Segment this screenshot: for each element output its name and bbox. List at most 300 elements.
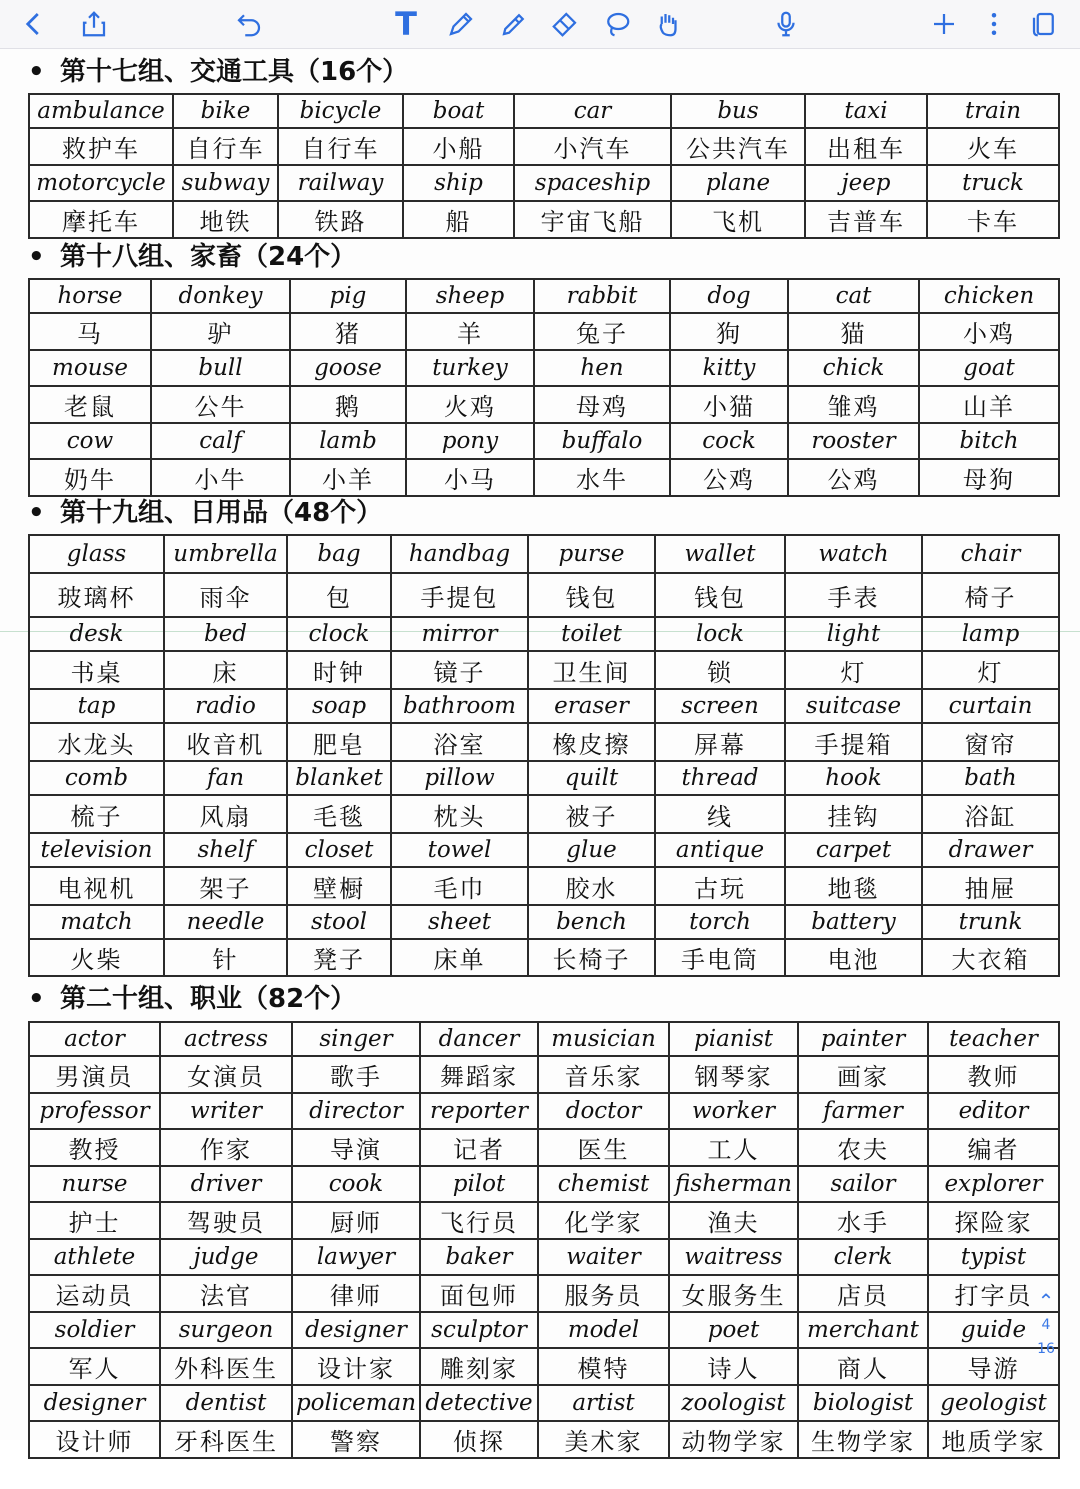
english-word-cell: baker — [420, 1239, 538, 1275]
notebook-page[interactable] — [0, 49, 1080, 1456]
english-word-cell: tap — [29, 689, 164, 723]
english-word-cell: bitch — [919, 423, 1059, 459]
english-word-cell: motorcycle — [29, 165, 173, 201]
chinese-meaning-cell: 法官 — [160, 1275, 292, 1312]
english-word-cell: pilot — [420, 1166, 538, 1202]
english-word-cell: pony — [406, 423, 534, 459]
hand-tool-icon[interactable] — [648, 4, 688, 44]
chinese-meaning-cell: 探险家 — [928, 1202, 1059, 1239]
english-word-cell: torch — [655, 905, 785, 939]
bullet-icon: • — [28, 984, 45, 1014]
english-word-cell: bike — [173, 94, 278, 128]
english-word-cell: chick — [788, 350, 919, 386]
chinese-meaning-cell: 小猫 — [670, 386, 788, 423]
chinese-meaning-cell: 椅子 — [922, 573, 1059, 617]
english-word-cell: light — [785, 617, 922, 651]
chinese-meaning-cell: 摩托车 — [29, 201, 173, 238]
chinese-meaning-cell: 猪 — [290, 313, 406, 350]
chinese-meaning-cell: 小牛 — [151, 459, 290, 496]
english-word-cell: jeep — [805, 165, 927, 201]
chinese-meaning-cell: 卡车 — [927, 201, 1059, 238]
undo-icon[interactable] — [229, 4, 269, 44]
english-word-cell: musician — [538, 1022, 669, 1056]
english-word-cell: taxi — [805, 94, 927, 128]
chinese-meaning-cell: 镜子 — [391, 651, 528, 689]
chinese-meaning-cell: 编者 — [928, 1129, 1059, 1166]
chinese-meaning-row — [29, 723, 1059, 761]
english-word-cell: bed — [164, 617, 287, 651]
english-word-row — [29, 279, 1059, 313]
chinese-meaning-cell: 渔夫 — [669, 1202, 798, 1239]
chinese-meaning-cell: 舞蹈家 — [420, 1056, 538, 1093]
chinese-meaning-cell: 公共汽车 — [671, 128, 805, 165]
chinese-meaning-cell: 老鼠 — [29, 386, 151, 423]
english-word-cell: cow — [29, 423, 151, 459]
chinese-meaning-cell: 公牛 — [151, 386, 290, 423]
chinese-meaning-cell: 针 — [164, 939, 287, 976]
pages-icon[interactable] — [1024, 4, 1064, 44]
chinese-meaning-cell: 橡皮擦 — [528, 723, 655, 761]
vocab-table-transport — [28, 93, 1060, 239]
english-word-cell: subway — [173, 165, 278, 201]
english-word-cell: pig — [290, 279, 406, 313]
chinese-meaning-cell: 火柴 — [29, 939, 164, 976]
english-word-cell: clock — [287, 617, 391, 651]
chinese-meaning-cell: 生物学家 — [798, 1421, 928, 1458]
english-word-row — [29, 1385, 1059, 1421]
english-word-cell: chicken — [919, 279, 1059, 313]
english-word-cell: mouse — [29, 350, 151, 386]
english-word-cell: artist — [538, 1385, 669, 1421]
english-word-cell: closet — [287, 833, 391, 867]
english-word-cell: horse — [29, 279, 151, 313]
chinese-meaning-cell: 教授 — [29, 1129, 160, 1166]
english-word-cell: lock — [655, 617, 785, 651]
chinese-meaning-cell: 水手 — [798, 1202, 928, 1239]
chinese-meaning-cell: 火车 — [927, 128, 1059, 165]
english-word-row — [29, 1093, 1059, 1129]
chinese-meaning-row — [29, 313, 1059, 350]
english-word-row — [29, 1022, 1059, 1056]
chinese-meaning-cell: 胶水 — [528, 867, 655, 905]
chinese-meaning-row — [29, 1129, 1059, 1166]
chinese-meaning-cell: 挂钩 — [785, 795, 922, 833]
chinese-meaning-cell: 毛毯 — [287, 795, 391, 833]
english-word-cell: handbag — [391, 535, 528, 573]
chinese-meaning-cell: 床单 — [391, 939, 528, 976]
chinese-meaning-cell: 浴缸 — [922, 795, 1059, 833]
chinese-meaning-cell: 设计家 — [292, 1348, 420, 1385]
english-word-cell: policeman — [292, 1385, 420, 1421]
english-word-cell: dog — [670, 279, 788, 313]
chinese-meaning-cell: 梳子 — [29, 795, 164, 833]
english-word-cell: sailor — [798, 1166, 928, 1202]
english-word-cell: bus — [671, 94, 805, 128]
chinese-meaning-cell: 凳子 — [287, 939, 391, 976]
english-word-row — [29, 535, 1059, 573]
english-word-cell: clerk — [798, 1239, 928, 1275]
chinese-meaning-cell: 厨师 — [292, 1202, 420, 1239]
english-word-cell: bath — [922, 761, 1059, 795]
chinese-meaning-cell: 驴 — [151, 313, 290, 350]
chinese-meaning-cell: 小马 — [406, 459, 534, 496]
chinese-meaning-cell: 大衣箱 — [922, 939, 1059, 976]
chinese-meaning-cell: 女演员 — [160, 1056, 292, 1093]
english-word-cell: reporter — [420, 1093, 538, 1129]
english-word-row — [29, 165, 1059, 201]
chinese-meaning-cell: 地质学家 — [928, 1421, 1059, 1458]
chinese-meaning-cell: 母狗 — [919, 459, 1059, 496]
english-word-cell: teacher — [928, 1022, 1059, 1056]
english-word-cell: painter — [798, 1022, 928, 1056]
chinese-meaning-cell: 小船 — [403, 128, 514, 165]
english-word-cell: eraser — [528, 689, 655, 723]
english-word-cell: ship — [403, 165, 514, 201]
english-word-cell: goose — [290, 350, 406, 386]
english-word-cell: needle — [164, 905, 287, 939]
english-word-cell: hook — [785, 761, 922, 795]
english-word-cell: dancer — [420, 1022, 538, 1056]
chinese-meaning-cell: 外科医生 — [160, 1348, 292, 1385]
chinese-meaning-cell: 浴室 — [391, 723, 528, 761]
english-word-cell: drawer — [922, 833, 1059, 867]
chinese-meaning-cell: 律师 — [292, 1275, 420, 1312]
chinese-meaning-cell: 医生 — [538, 1129, 669, 1166]
chinese-meaning-cell: 猫 — [788, 313, 919, 350]
chinese-meaning-row — [29, 651, 1059, 689]
chinese-meaning-cell: 驾驶员 — [160, 1202, 292, 1239]
english-word-row — [29, 833, 1059, 867]
chinese-meaning-cell: 打字员 — [928, 1275, 1059, 1312]
chinese-meaning-cell: 羊 — [406, 313, 534, 350]
current-page-number: 4 — [1041, 1317, 1051, 1333]
chinese-meaning-cell: 出租车 — [805, 128, 927, 165]
english-word-cell: sheet — [391, 905, 528, 939]
chinese-meaning-row — [29, 795, 1059, 833]
english-word-cell: railway — [278, 165, 403, 201]
chinese-meaning-cell: 船 — [403, 201, 514, 238]
chinese-meaning-cell: 锁 — [655, 651, 785, 689]
chinese-meaning-cell: 小汽车 — [514, 128, 671, 165]
bullet-icon: • — [28, 498, 45, 528]
english-word-cell: spaceship — [514, 165, 671, 201]
english-word-cell: rabbit — [534, 279, 670, 313]
english-word-cell: pillow — [391, 761, 528, 795]
chinese-meaning-cell: 服务员 — [538, 1275, 669, 1312]
english-word-cell: match — [29, 905, 164, 939]
chinese-meaning-row — [29, 939, 1059, 976]
english-word-cell: hen — [534, 350, 670, 386]
english-word-cell: writer — [160, 1093, 292, 1129]
english-word-cell: calf — [151, 423, 290, 459]
chinese-meaning-cell: 设计师 — [29, 1421, 160, 1458]
english-word-cell: quilt — [528, 761, 655, 795]
english-word-cell: professor — [29, 1093, 160, 1129]
english-word-row — [29, 689, 1059, 723]
chinese-meaning-cell: 水牛 — [534, 459, 670, 496]
chinese-meaning-cell: 水龙头 — [29, 723, 164, 761]
chinese-meaning-cell: 灯 — [785, 651, 922, 689]
vocab-table-occupations — [28, 1021, 1060, 1459]
english-word-cell: soldier — [29, 1312, 160, 1348]
page-scroll-indicator[interactable] — [1026, 1289, 1066, 1489]
chinese-meaning-cell: 警察 — [292, 1421, 420, 1458]
chinese-meaning-cell: 小鸡 — [919, 313, 1059, 350]
chinese-meaning-cell: 收音机 — [164, 723, 287, 761]
english-word-cell: stool — [287, 905, 391, 939]
chinese-meaning-cell: 面包师 — [420, 1275, 538, 1312]
more-icon[interactable] — [974, 4, 1014, 44]
chinese-meaning-cell: 电池 — [785, 939, 922, 976]
chinese-meaning-cell: 手提包 — [391, 573, 528, 617]
chinese-meaning-cell: 架子 — [164, 867, 287, 905]
english-word-cell: lawyer — [292, 1239, 420, 1275]
english-word-cell: merchant — [798, 1312, 928, 1348]
chinese-meaning-cell: 手电筒 — [655, 939, 785, 976]
english-word-cell: driver — [160, 1166, 292, 1202]
back-chevron-icon[interactable] — [14, 4, 54, 44]
vocab-table-livestock — [28, 278, 1060, 497]
chinese-meaning-cell: 宇宙飞船 — [514, 201, 671, 238]
chinese-meaning-cell: 飞机 — [671, 201, 805, 238]
chinese-meaning-cell: 护士 — [29, 1202, 160, 1239]
english-word-cell: car — [514, 94, 671, 128]
chinese-meaning-cell: 动物学家 — [669, 1421, 798, 1458]
chinese-meaning-cell: 美术家 — [538, 1421, 669, 1458]
share-icon[interactable] — [74, 4, 114, 44]
english-word-cell: mirror — [391, 617, 528, 651]
chinese-meaning-cell: 毛巾 — [391, 867, 528, 905]
english-word-cell: plane — [671, 165, 805, 201]
chinese-meaning-cell: 侦探 — [420, 1421, 538, 1458]
english-word-cell: glue — [528, 833, 655, 867]
chinese-meaning-cell: 屏幕 — [655, 723, 785, 761]
english-word-cell: singer — [292, 1022, 420, 1056]
chinese-meaning-cell: 画家 — [798, 1056, 928, 1093]
chinese-meaning-cell: 牙科医生 — [160, 1421, 292, 1458]
chinese-meaning-cell: 导演 — [292, 1129, 420, 1166]
chinese-meaning-cell: 公鸡 — [670, 459, 788, 496]
english-word-row — [29, 423, 1059, 459]
chinese-meaning-cell: 农夫 — [798, 1129, 928, 1166]
english-word-cell: waitress — [669, 1239, 798, 1275]
text-tool-icon[interactable]: T — [395, 5, 417, 43]
english-word-cell: toilet — [528, 617, 655, 651]
chinese-meaning-cell: 歌手 — [292, 1056, 420, 1093]
english-word-cell: screen — [655, 689, 785, 723]
english-word-cell: designer — [29, 1385, 160, 1421]
chinese-meaning-cell: 铁路 — [278, 201, 403, 238]
english-word-cell: farmer — [798, 1093, 928, 1129]
chinese-meaning-cell: 壁橱 — [287, 867, 391, 905]
english-word-cell: kitty — [670, 350, 788, 386]
english-word-cell: nurse — [29, 1166, 160, 1202]
chinese-meaning-row — [29, 128, 1059, 165]
english-word-row — [29, 1312, 1059, 1348]
chinese-meaning-cell: 兔子 — [534, 313, 670, 350]
chinese-meaning-cell: 抽屉 — [922, 867, 1059, 905]
chinese-meaning-cell: 音乐家 — [538, 1056, 669, 1093]
english-word-cell: antique — [655, 833, 785, 867]
highlighter-tool-icon[interactable] — [494, 4, 534, 44]
total-page-count: 16 — [1037, 1341, 1055, 1357]
pen-tool-icon[interactable] — [441, 4, 481, 44]
chinese-meaning-cell: 马 — [29, 313, 151, 350]
english-word-cell: bathroom — [391, 689, 528, 723]
chinese-meaning-cell: 山羊 — [919, 386, 1059, 423]
chinese-meaning-cell: 地铁 — [173, 201, 278, 238]
section-title: • 第十九组、日用品（48个） — [28, 495, 382, 531]
english-word-cell: desk — [29, 617, 164, 651]
english-word-row — [29, 1166, 1059, 1202]
english-word-cell: biologist — [798, 1385, 928, 1421]
chevron-up-icon[interactable]: ⌃ — [1037, 1289, 1055, 1313]
english-word-cell: athlete — [29, 1239, 160, 1275]
english-word-cell: doctor — [538, 1093, 669, 1129]
chinese-meaning-cell: 枕头 — [391, 795, 528, 833]
chinese-meaning-cell: 手提箱 — [785, 723, 922, 761]
chinese-meaning-cell: 鹅 — [290, 386, 406, 423]
english-word-cell: donkey — [151, 279, 290, 313]
vocab-table-daily-items — [28, 534, 1060, 977]
english-word-cell: rooster — [788, 423, 919, 459]
chinese-meaning-cell: 自行车 — [173, 128, 278, 165]
chinese-meaning-cell: 长椅子 — [528, 939, 655, 976]
chinese-meaning-cell: 军人 — [29, 1348, 160, 1385]
microphone-icon[interactable] — [766, 4, 806, 44]
chinese-meaning-cell: 玻璃杯 — [29, 573, 164, 617]
english-word-cell: fan — [164, 761, 287, 795]
chinese-meaning-cell: 雏鸡 — [788, 386, 919, 423]
chinese-meaning-row — [29, 1202, 1059, 1239]
chinese-meaning-cell: 时钟 — [287, 651, 391, 689]
section-title: • 第二十组、职业（82个） — [28, 981, 356, 1017]
english-word-cell: cock — [670, 423, 788, 459]
chinese-meaning-row — [29, 1056, 1059, 1093]
lasso-tool-icon[interactable] — [597, 4, 637, 44]
chinese-meaning-row — [29, 1348, 1059, 1385]
chinese-meaning-cell: 钱包 — [655, 573, 785, 617]
chinese-meaning-cell: 雕刻家 — [420, 1348, 538, 1385]
english-word-cell: thread — [655, 761, 785, 795]
english-word-cell: sheep — [406, 279, 534, 313]
english-word-cell: suitcase — [785, 689, 922, 723]
english-word-cell: chair — [922, 535, 1059, 573]
english-word-row — [29, 905, 1059, 939]
english-word-row — [29, 617, 1059, 651]
english-word-cell: sculptor — [420, 1312, 538, 1348]
chinese-meaning-cell: 飞行员 — [420, 1202, 538, 1239]
english-word-row — [29, 1239, 1059, 1275]
english-word-cell: zoologist — [669, 1385, 798, 1421]
chinese-meaning-cell: 床 — [164, 651, 287, 689]
english-word-cell: comb — [29, 761, 164, 795]
chinese-meaning-cell: 线 — [655, 795, 785, 833]
english-word-cell: battery — [785, 905, 922, 939]
english-word-cell: shelf — [164, 833, 287, 867]
chinese-meaning-cell: 风扇 — [164, 795, 287, 833]
english-word-cell: watch — [785, 535, 922, 573]
section-title: • 第十八组、家畜（24个） — [28, 239, 356, 275]
chinese-meaning-cell: 自行车 — [278, 128, 403, 165]
english-word-row — [29, 350, 1059, 386]
chinese-meaning-cell: 狗 — [670, 313, 788, 350]
chinese-meaning-cell: 教师 — [928, 1056, 1059, 1093]
chinese-meaning-cell: 记者 — [420, 1129, 538, 1166]
english-word-cell: surgeon — [160, 1312, 292, 1348]
chinese-meaning-cell: 雨伞 — [164, 573, 287, 617]
english-word-cell: bench — [528, 905, 655, 939]
chinese-meaning-cell: 灯 — [922, 651, 1059, 689]
english-word-cell: soap — [287, 689, 391, 723]
english-word-cell: buffalo — [534, 423, 670, 459]
english-word-cell: carpet — [785, 833, 922, 867]
english-word-cell: television — [29, 833, 164, 867]
chinese-meaning-row — [29, 573, 1059, 617]
english-word-cell: designer — [292, 1312, 420, 1348]
english-word-cell: train — [927, 94, 1059, 128]
english-word-cell: purse — [528, 535, 655, 573]
english-word-cell: worker — [669, 1093, 798, 1129]
english-word-cell: umbrella — [164, 535, 287, 573]
chinese-meaning-cell: 店员 — [798, 1275, 928, 1312]
english-word-cell: detective — [420, 1385, 538, 1421]
english-word-cell: model — [538, 1312, 669, 1348]
english-word-cell: bicycle — [278, 94, 403, 128]
english-word-cell: actress — [160, 1022, 292, 1056]
chinese-meaning-cell: 运动员 — [29, 1275, 160, 1312]
chinese-meaning-cell: 钱包 — [528, 573, 655, 617]
english-word-cell: chemist — [538, 1166, 669, 1202]
english-word-cell: fisherman — [669, 1166, 798, 1202]
english-word-cell: lamb — [290, 423, 406, 459]
english-word-cell: curtain — [922, 689, 1059, 723]
chinese-meaning-cell: 奶牛 — [29, 459, 151, 496]
english-word-cell: glass — [29, 535, 164, 573]
english-word-row — [29, 94, 1059, 128]
chinese-meaning-row — [29, 1275, 1059, 1312]
chinese-meaning-cell: 手表 — [785, 573, 922, 617]
chinese-meaning-cell: 工人 — [669, 1129, 798, 1166]
english-word-cell: waiter — [538, 1239, 669, 1275]
chinese-meaning-cell: 母鸡 — [534, 386, 670, 423]
english-word-cell: bag — [287, 535, 391, 573]
english-word-cell: trunk — [922, 905, 1059, 939]
chinese-meaning-row — [29, 459, 1059, 496]
eraser-tool-icon[interactable] — [545, 4, 585, 44]
chinese-meaning-cell: 救护车 — [29, 128, 173, 165]
english-word-cell: dentist — [160, 1385, 292, 1421]
add-icon[interactable] — [924, 4, 964, 44]
chinese-meaning-cell: 被子 — [528, 795, 655, 833]
chinese-meaning-cell: 化学家 — [538, 1202, 669, 1239]
english-word-cell: editor — [928, 1093, 1059, 1129]
chinese-meaning-cell: 吉普车 — [805, 201, 927, 238]
english-word-cell: wallet — [655, 535, 785, 573]
english-word-cell: goat — [919, 350, 1059, 386]
chinese-meaning-cell: 古玩 — [655, 867, 785, 905]
chinese-meaning-cell: 肥皂 — [287, 723, 391, 761]
english-word-cell: turkey — [406, 350, 534, 386]
english-word-cell: blanket — [287, 761, 391, 795]
english-word-cell: cook — [292, 1166, 420, 1202]
english-word-cell: guide — [928, 1312, 1059, 1348]
chinese-meaning-cell: 男演员 — [29, 1056, 160, 1093]
english-word-cell: radio — [164, 689, 287, 723]
chinese-meaning-cell: 卫生间 — [528, 651, 655, 689]
english-word-cell: geologist — [928, 1385, 1059, 1421]
english-word-cell: lamp — [922, 617, 1059, 651]
